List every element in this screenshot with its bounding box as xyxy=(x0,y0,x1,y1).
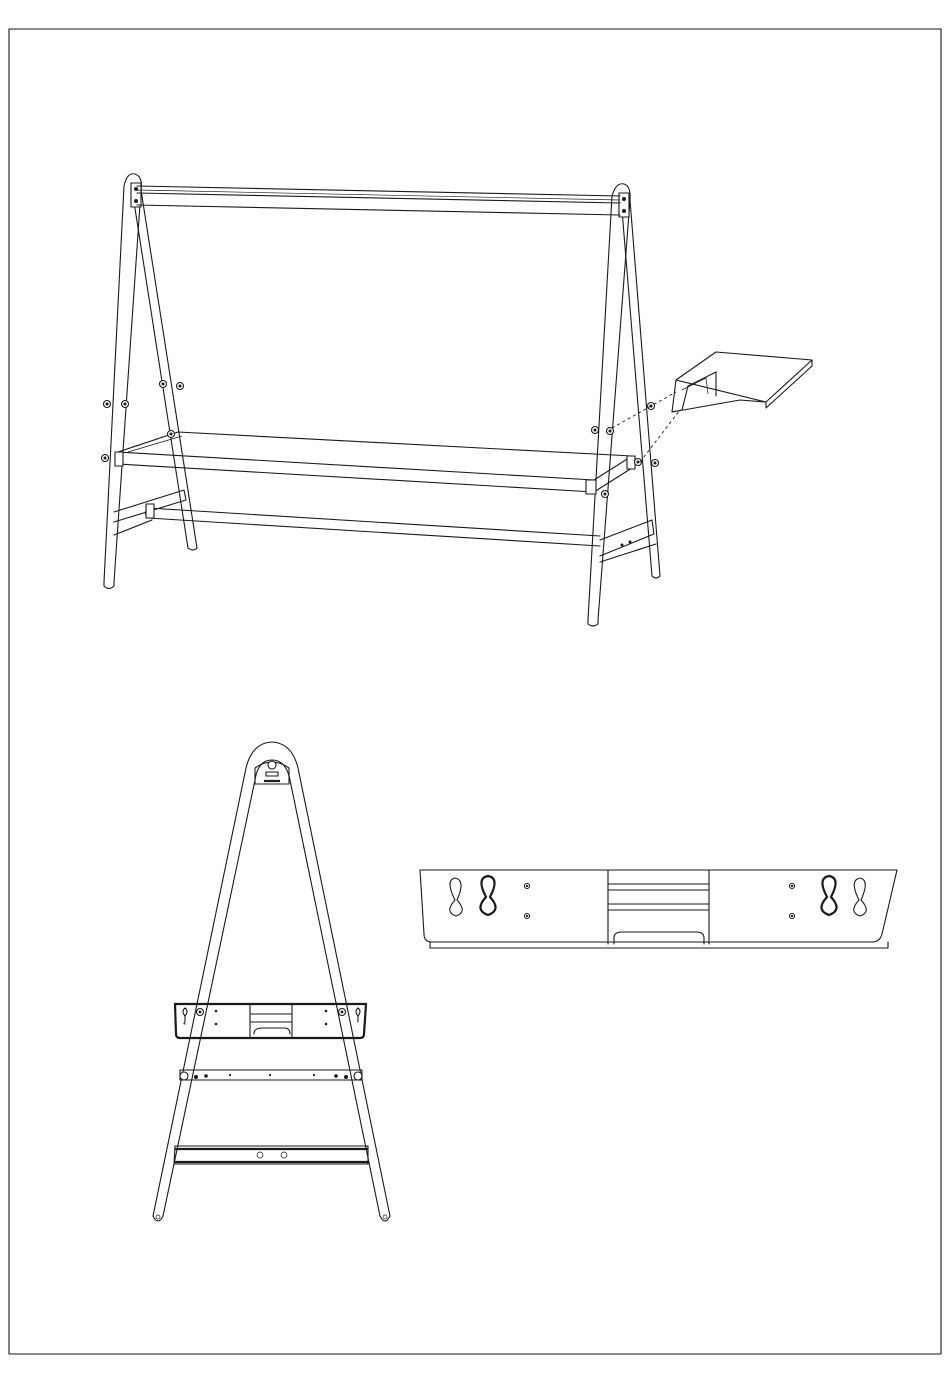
left-a-frame xyxy=(104,174,197,589)
lower-left-brace xyxy=(114,490,186,535)
top-hinge-plate xyxy=(255,761,289,784)
keyhole-slot-right-inner xyxy=(821,876,836,915)
top-crossbar xyxy=(137,186,620,215)
page-border xyxy=(9,29,941,1354)
side-shelf xyxy=(672,352,812,412)
side-frame-front-view xyxy=(153,742,390,1221)
keyhole-slot-left-inner xyxy=(480,876,495,915)
middle-brace xyxy=(180,1070,362,1080)
keyhole-slot-right-outer xyxy=(854,878,867,916)
easel-frame-assembly-view xyxy=(102,174,813,626)
lower-rear-bar xyxy=(146,508,601,546)
keyhole-slot-left-outer xyxy=(450,878,463,916)
tray-bar xyxy=(115,432,635,494)
mounting-bracket-detail xyxy=(420,870,897,948)
lower-cross-plate xyxy=(174,1146,368,1164)
